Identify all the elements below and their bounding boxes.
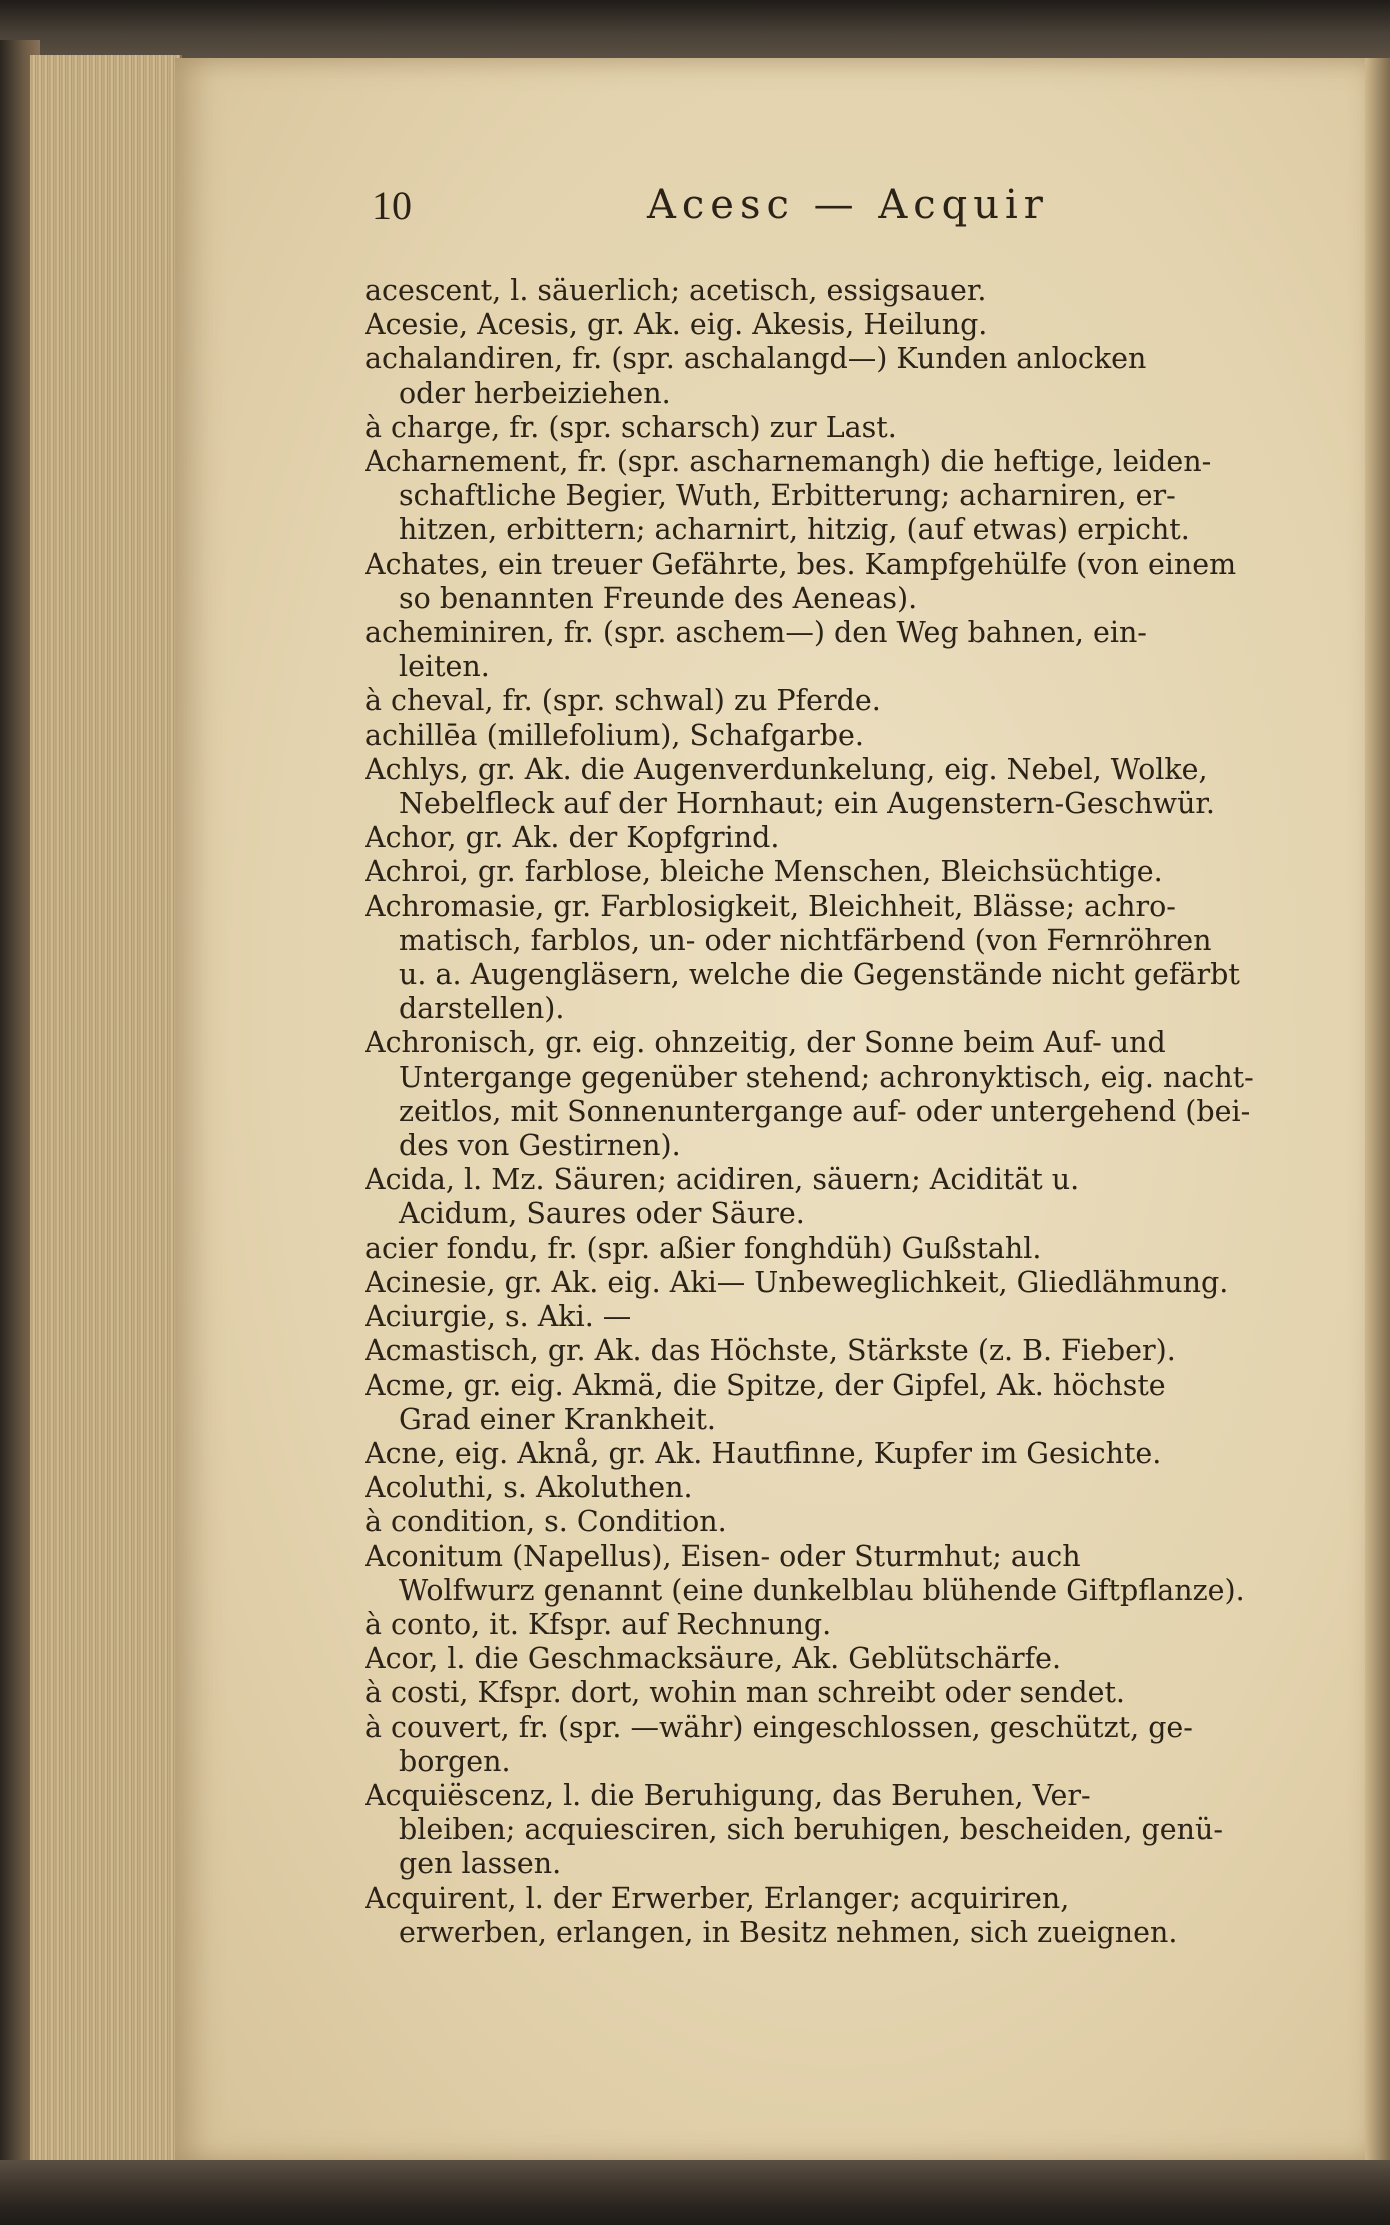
entry-line: à cheval, fr. (spr. schwal) zu Pferde.: [365, 684, 881, 718]
dictionary-entry: [365, 1300, 1325, 1334]
page-header: [372, 182, 1052, 242]
entry-line: Aconitum (Napellus), Eisen- oder Sturmhut; auch: [365, 1539, 1081, 1573]
entry-continuation-line: so benannten Freunde des Aeneas).: [399, 581, 918, 615]
dictionary-entry: [365, 1232, 1325, 1266]
page-right-edge: [1365, 58, 1390, 2163]
entry-continuation-line: bleiben; acquiesciren, sich beruhigen, bescheiden, genü-: [399, 1813, 1223, 1847]
entry-line: acier fondu, fr. (spr. aßier fonghdüh) Gußstahl.: [365, 1231, 1042, 1265]
entry-line: Aciurgie, s. Aki. —: [365, 1300, 632, 1334]
book-cover-top: [0, 0, 1390, 58]
entry-line: Acinesie, gr. Ak. eig. Aki— Unbeweglichkeit, Gliedlähmung.: [365, 1265, 1229, 1299]
entry-line: achillēa (millefolium), Schafgarbe.: [365, 718, 864, 752]
dictionary-entry: [365, 1266, 1325, 1300]
dictionary-entry: [365, 1334, 1325, 1368]
dictionary-entry: [365, 821, 1325, 855]
dictionary-entry: [365, 1779, 1325, 1882]
entry-continuation-line: schaftliche Begier, Wuth, Erbitterung; acharniren, er-: [399, 479, 1176, 513]
entry-line: Acmastisch, gr. Ak. das Höchste, Stärkste (z. B. Fieber).: [365, 1334, 1176, 1368]
dictionary-entry: [365, 719, 1325, 753]
dictionary-entry: [365, 753, 1325, 821]
dictionary-entry: [365, 411, 1325, 445]
dictionary-entry: [365, 684, 1325, 718]
page-number: 10: [372, 183, 412, 228]
entry-continuation-line: Grad einer Krankheit.: [399, 1402, 716, 1436]
running-head: Acesc — Acquir: [647, 182, 1049, 228]
entry-line: à charge, fr. (spr. scharsch) zur Last.: [365, 410, 897, 444]
entry-line: Achlys, gr. Ak. die Augenverdunkelung, eig. Nebel, Wolke,: [365, 752, 1208, 786]
entry-continuation-line: des von Gestirnen).: [399, 1129, 681, 1163]
entry-continuation-line: Wolfwurz genannt (eine dunkelblau blühende Giftpflanze).: [399, 1573, 1245, 1607]
dictionary-entry: [365, 308, 1325, 342]
dictionary-entry: [365, 445, 1325, 548]
entry-continuation-line: hitzen, erbittern; acharnirt, hitzig, (auf etwas) erpicht.: [399, 513, 1190, 547]
dictionary-entry: [365, 548, 1325, 616]
entry-continuation-line: Nebelfleck auf der Hornhaut; ein Augenstern-Geschwür.: [399, 787, 1215, 821]
entry-continuation-line: darstellen).: [399, 992, 565, 1026]
dictionary-entry: [365, 342, 1325, 410]
entry-line: Acquiëscenz, l. die Beruhigung, das Beruhen, Ver-: [365, 1778, 1091, 1812]
dictionary-entry: [365, 1676, 1325, 1710]
dictionary-entry: [365, 1026, 1325, 1163]
entry-line: à conto, it. Kfspr. auf Rechnung.: [365, 1607, 832, 1641]
entry-line: à couvert, fr. (spr. —währ) eingeschlossen, geschützt, ge-: [365, 1710, 1193, 1744]
entry-line: Acesie, Acesis, gr. Ak. eig. Akesis, Heilung.: [365, 308, 988, 342]
entry-line: Acne, eig. Aknå, gr. Ak. Hautfinne, Kupfer im Gesichte.: [365, 1436, 1162, 1470]
entry-continuation-line: matisch, farblos, un- oder nichtfärbend (von Fernröhren: [399, 923, 1212, 957]
dictionary-entry: [365, 1882, 1325, 1950]
dictionary-entry: [365, 1369, 1325, 1437]
dictionary-entry: [365, 616, 1325, 684]
entry-continuation-line: zeitlos, mit Sonnenuntergange auf- oder untergehend (bei-: [399, 1094, 1251, 1128]
entry-continuation-line: Acidum, Saures oder Säure.: [399, 1197, 805, 1231]
entry-continuation-line: borgen.: [399, 1744, 511, 1778]
entry-line: Acida, l. Mz. Säuren; acidiren, säuern; Acidität u.: [365, 1163, 1080, 1197]
entry-line: à costi, Kfspr. dort, wohin man schreibt oder sendet.: [365, 1676, 1125, 1710]
entry-line: Achates, ein treuer Gefährte, bes. Kampfgehülfe (von einem: [365, 547, 1237, 581]
book-cover-bottom: [0, 2160, 1390, 2225]
entry-continuation-line: leiten.: [399, 650, 490, 684]
dictionary-entry: [365, 1711, 1325, 1779]
entry-line: à condition, s. Condition.: [365, 1505, 727, 1539]
dictionary-entry: [365, 274, 1325, 308]
entry-line: Acme, gr. eig. Akmä, die Spitze, der Gipfel, Ak. höchste: [365, 1368, 1166, 1402]
entry-line: Achromasie, gr. Farblosigkeit, Bleichheit, Blässe; achro-: [365, 889, 1176, 923]
entry-line: Acoluthi, s. Akoluthen.: [365, 1471, 693, 1505]
dictionary-entry: [365, 1642, 1325, 1676]
entry-continuation-line: Untergange gegenüber stehend; achronyktisch, eig. nacht-: [399, 1060, 1254, 1094]
page-edges: [30, 55, 182, 2165]
entry-line: Achor, gr. Ak. der Kopfgrind.: [365, 821, 780, 855]
dictionary-entry: [365, 1471, 1325, 1505]
dictionary-entry: [365, 1540, 1325, 1608]
entry-line: Acor, l. die Geschmacksäure, Ak. Geblütschärfe.: [365, 1642, 1062, 1676]
entry-line: acescent, l. säuerlich; acetisch, essigsauer.: [365, 274, 987, 307]
dictionary-entry: [365, 1505, 1325, 1539]
entry-continuation-line: oder herbeiziehen.: [399, 376, 671, 410]
entry-line: acheminiren, fr. (spr. aschem—) den Weg bahnen, ein-: [365, 616, 1147, 650]
entry-line: Achronisch, gr. eig. ohnzeitig, der Sonne beim Auf- und: [365, 1026, 1166, 1060]
entry-line: achalandiren, fr. (spr. aschalangd—) Kunden anlocken: [365, 342, 1147, 376]
entry-continuation-line: gen lassen.: [399, 1847, 562, 1881]
entry-continuation-line: erwerben, erlangen, in Besitz nehmen, sich zueignen.: [399, 1915, 1178, 1949]
dictionary-entry: [365, 855, 1325, 889]
dictionary-entries: [365, 274, 1325, 1950]
entry-continuation-line: u. a. Augengläsern, welche die Gegenstände nicht gefärbt: [399, 958, 1240, 992]
entry-line: Acquirent, l. der Erwerber, Erlanger; acquiriren,: [365, 1881, 1070, 1915]
dictionary-entry: [365, 1608, 1325, 1642]
entry-line: Acharnement, fr. (spr. ascharnemangh) die heftige, leiden-: [365, 445, 1212, 479]
dictionary-entry: [365, 1437, 1325, 1471]
dictionary-entry: [365, 890, 1325, 1027]
entry-line: Achroi, gr. farblose, bleiche Menschen, Bleichsüchtige.: [365, 855, 1163, 889]
dictionary-entry: [365, 1163, 1325, 1231]
